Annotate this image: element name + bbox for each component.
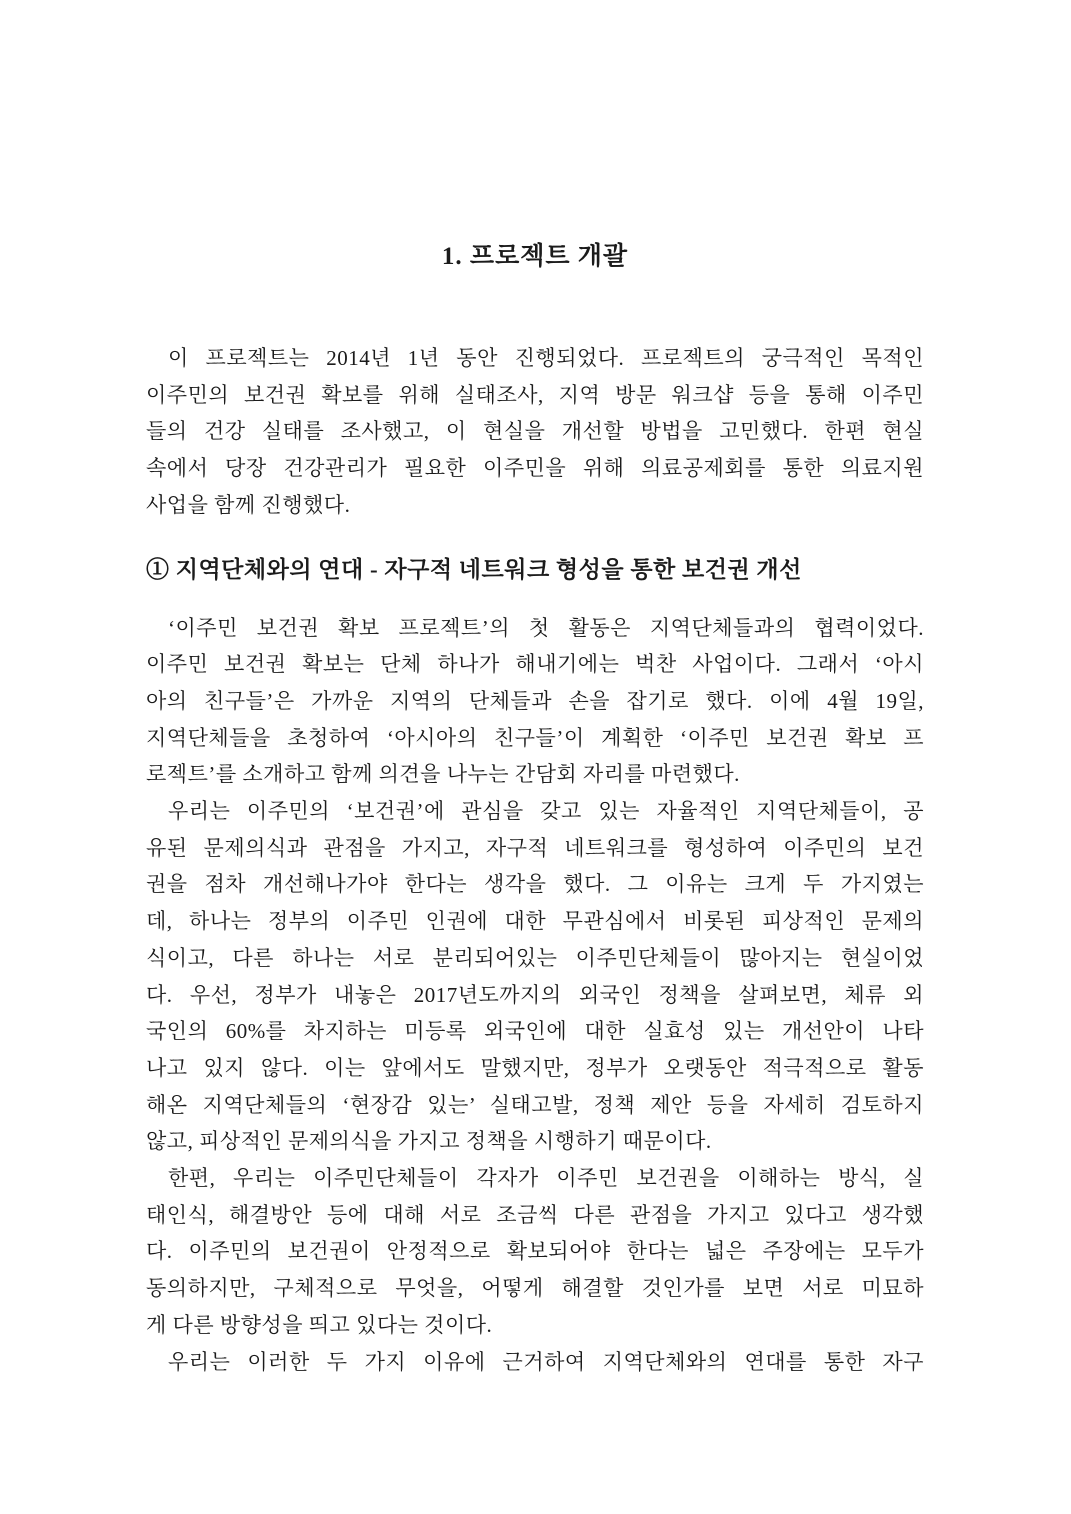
text-line: 유된 문제의식과 관점을 가지고, 자구적 네트워크를 형성하여 이주민의 보건 <box>146 835 924 860</box>
text-line: ‘이주민 보건권 확보 프로젝트’의 첫 활동은 지역단체들과의 협력이었다. <box>168 615 924 640</box>
text-line: 식이고, 다른 하나는 서로 분리되어있는 이주민단체들이 많아지는 현실이었 <box>146 945 924 970</box>
document-body <box>146 340 924 1380</box>
text-line: 해온 지역단체들의 ‘현장감 있는’ 실태고발, 정책 제안 등을 자세히 검토하지 <box>146 1092 924 1117</box>
text-line: 로젝트’를 소개하고 함께 의견을 나누는 간담회 자리를 마련했다. <box>146 762 740 787</box>
section-heading: ① 지역단체와의 연대 - 자구적 네트워크 형성을 통한 보건권 개선 <box>146 556 802 582</box>
paragraph <box>146 610 924 794</box>
text-line: 권을 점차 개선해나가야 한다는 생각을 했다. 그 이유는 크게 두 가지였는 <box>146 872 924 897</box>
text-line: 다. 이주민의 보건권이 안정적으로 확보되어야 한다는 넓은 주장에는 모두가 <box>146 1239 924 1264</box>
text-line: 들의 건강 실태를 조사했고, 이 현실을 개선할 방법을 고민했다. 한편 현실 <box>146 419 924 444</box>
text-line: 이주민의 보건권 확보를 위해 실태조사, 지역 방문 워크샵 등을 통해 이주민 <box>146 382 924 407</box>
text-line: 한편, 우리는 이주민단체들이 각자가 이주민 보건권을 이해하는 방식, 실 <box>168 1166 924 1191</box>
text-line: 우리는 이주민의 ‘보건권’에 관심을 갖고 있는 자율적인 지역단체들이, 공 <box>168 799 924 824</box>
text-line: 다. 우선, 정부가 내놓은 2017년도까지의 외국인 정책을 살펴보면, 체류 외 <box>146 982 924 1007</box>
text-line: 사업을 함께 진행했다. <box>146 492 351 517</box>
paragraph <box>146 1344 924 1381</box>
paragraph <box>146 340 924 524</box>
text-line: 이주민 보건권 확보는 단체 하나가 해내기에는 벅찬 사업이다. 그래서 ‘아시 <box>146 652 924 677</box>
text-line: 이 프로젝트는 2014년 1년 동안 진행되었다. 프로젝트의 궁극적인 목적인 <box>168 346 924 370</box>
text-line: 태인식, 해결방안 등에 대해 서로 조금씩 다른 관점을 가지고 있다고 생각했 <box>146 1202 924 1227</box>
text-line: 게 다른 방향성을 띄고 있다는 것이다. <box>146 1312 493 1337</box>
page-content <box>146 0 924 1380</box>
text-line: 않고, 피상적인 문제의식을 가지고 정책을 시행하기 때문이다. <box>146 1129 712 1154</box>
text-line: 아의 친구들’은 가까운 지역의 단체들과 손을 잡기로 했다. 이에 4월 19일, <box>146 688 924 713</box>
page-title: 1. 프로젝트 개괄 <box>441 243 629 270</box>
text-line: 동의하지만, 구체적으로 무엇을, 어떻게 해결할 것인가를 보면 서로 미묘하 <box>146 1276 924 1301</box>
text-line: 속에서 당장 건강관리가 필요한 이주민을 위해 의료공제회를 통한 의료지원 <box>146 456 924 481</box>
text-line: 지역단체들을 초청하여 ‘아시아의 친구들’이 계획한 ‘이주민 보건권 확보 프 <box>146 725 924 750</box>
text-line: 국인의 60%를 차지하는 미등록 외국인에 대한 실효성 있는 개선안이 나타 <box>146 1019 924 1044</box>
text-line: 데, 하나는 정부의 이주민 인권에 대한 무관심에서 비롯된 피상적인 문제의 <box>146 909 924 934</box>
text-line: 우리는 이러한 두 가지 이유에 근거하여 지역단체와의 연대를 통한 자구 <box>168 1349 924 1374</box>
paragraph <box>146 1160 924 1344</box>
text-line: 나고 있지 않다. 이는 앞에서도 말했지만, 정부가 오랫동안 적극적으로 활동 <box>146 1055 924 1080</box>
paragraph <box>146 793 924 1160</box>
